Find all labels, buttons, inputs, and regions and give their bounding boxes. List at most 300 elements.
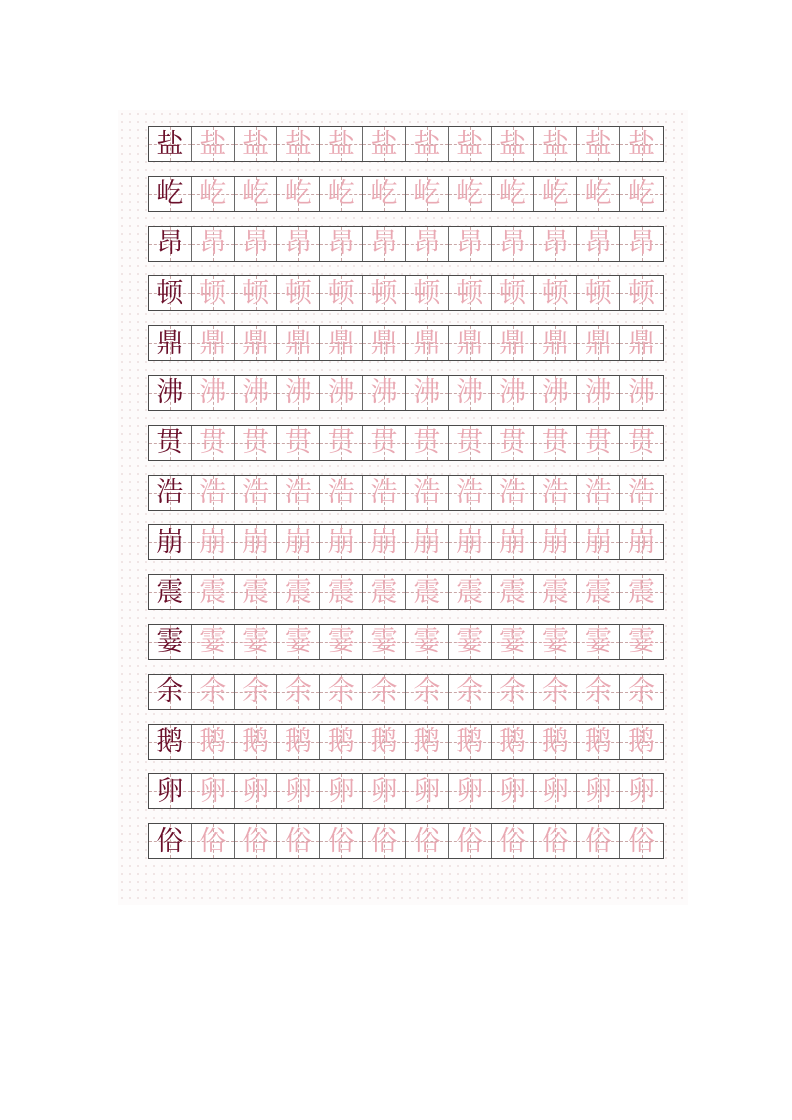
model-character: 霎: [156, 626, 184, 658]
tracing-character: 贯: [199, 427, 227, 459]
tracing-character: 沸: [370, 377, 398, 409]
tracing-character: 余: [284, 676, 312, 708]
tracing-character-cell[interactable]: [277, 227, 320, 261]
tracing-character-cell[interactable]: [449, 227, 492, 261]
tracing-character: 俗: [456, 825, 484, 857]
tracing-character: 屹: [327, 178, 355, 210]
tracing-character-cell[interactable]: [277, 127, 320, 161]
tracing-character-cell[interactable]: [492, 326, 535, 360]
tracing-character: 鼎: [242, 327, 270, 359]
tracing-character: 崩: [628, 526, 656, 558]
tracing-character-cell[interactable]: [277, 824, 320, 858]
tracing-character: 浩: [541, 477, 569, 509]
tracing-character: 浩: [370, 477, 398, 509]
tracing-character-cell[interactable]: [620, 376, 663, 410]
tracing-character-cell[interactable]: [449, 675, 492, 709]
tracing-character: 鼎: [499, 327, 527, 359]
tracing-character-cell[interactable]: [620, 227, 663, 261]
model-character: 鼎: [156, 327, 184, 359]
tracing-character: 屹: [541, 178, 569, 210]
tracing-character-cell[interactable]: [192, 525, 235, 559]
tracing-character-cell[interactable]: [320, 725, 363, 759]
practice-row: [148, 325, 664, 361]
tracing-character-cell[interactable]: [235, 525, 278, 559]
tracing-character-cell[interactable]: [492, 824, 535, 858]
tracing-character-cell[interactable]: [492, 725, 535, 759]
tracing-character: 浩: [284, 477, 312, 509]
tracing-character-cell[interactable]: [235, 276, 278, 310]
tracing-character-cell[interactable]: [534, 276, 577, 310]
tracing-character-cell[interactable]: [235, 426, 278, 460]
tracing-character-cell[interactable]: [320, 824, 363, 858]
tracing-character-cell[interactable]: [277, 177, 320, 211]
tracing-character-cell[interactable]: [449, 525, 492, 559]
tracing-character-cell[interactable]: [620, 525, 663, 559]
model-character: 浩: [156, 477, 184, 509]
tracing-character: 鹅: [370, 726, 398, 758]
tracing-character: 昂: [199, 228, 227, 260]
tracing-character-cell[interactable]: [577, 774, 620, 808]
tracing-character-cell[interactable]: [277, 675, 320, 709]
tracing-character: 沸: [541, 377, 569, 409]
tracing-character-cell[interactable]: [577, 276, 620, 310]
practice-row: [148, 425, 664, 461]
tracing-character-cell[interactable]: [363, 127, 406, 161]
tracing-character-cell[interactable]: [235, 326, 278, 360]
tracing-character-cell[interactable]: [406, 575, 449, 609]
tracing-character: 鹅: [284, 726, 312, 758]
tracing-character-cell[interactable]: [320, 625, 363, 659]
tracing-character-cell[interactable]: [577, 376, 620, 410]
tracing-character-cell[interactable]: [620, 824, 663, 858]
model-character: 俗: [156, 825, 184, 857]
tracing-character-cell[interactable]: [534, 774, 577, 808]
tracing-character-cell[interactable]: [277, 774, 320, 808]
tracing-character: 浩: [499, 477, 527, 509]
practice-row: [148, 275, 664, 311]
tracing-character-cell[interactable]: [492, 227, 535, 261]
tracing-character-cell[interactable]: [620, 774, 663, 808]
tracing-character-cell[interactable]: [363, 426, 406, 460]
tracing-character: 贯: [541, 427, 569, 459]
tracing-character-cell[interactable]: [320, 326, 363, 360]
tracing-character-cell[interactable]: [192, 276, 235, 310]
tracing-character: 盐: [327, 128, 355, 160]
tracing-character-cell[interactable]: [363, 625, 406, 659]
tracing-character: 霎: [284, 626, 312, 658]
tracing-character: 余: [199, 676, 227, 708]
tracing-character-cell[interactable]: [449, 774, 492, 808]
tracing-character-cell[interactable]: [277, 276, 320, 310]
tracing-character-cell[interactable]: [492, 525, 535, 559]
tracing-character-cell[interactable]: [534, 476, 577, 510]
tracing-character: 霎: [327, 626, 355, 658]
tracing-character-cell[interactable]: [320, 675, 363, 709]
tracing-character: 鼎: [541, 327, 569, 359]
tracing-character-cell[interactable]: [320, 774, 363, 808]
tracing-character: 屹: [199, 178, 227, 210]
tracing-character: 屹: [456, 178, 484, 210]
tracing-character: 昂: [499, 228, 527, 260]
tracing-character-cell[interactable]: [192, 227, 235, 261]
tracing-character-cell[interactable]: [534, 824, 577, 858]
tracing-character: 霎: [499, 626, 527, 658]
tracing-character: 霎: [199, 626, 227, 658]
tracing-character: 贯: [628, 427, 656, 459]
tracing-character-cell[interactable]: [449, 426, 492, 460]
model-character: 盐: [156, 128, 184, 160]
tracing-character-cell[interactable]: [235, 376, 278, 410]
tracing-character-cell[interactable]: [406, 725, 449, 759]
tracing-character-cell[interactable]: [449, 276, 492, 310]
tracing-character-cell[interactable]: [620, 326, 663, 360]
tracing-character-cell[interactable]: [363, 376, 406, 410]
tracing-character-cell[interactable]: [363, 824, 406, 858]
practice-row: [148, 574, 664, 610]
tracing-character: 鼎: [327, 327, 355, 359]
tracing-character-cell[interactable]: [492, 675, 535, 709]
tracing-character-cell[interactable]: [449, 476, 492, 510]
tracing-character-cell[interactable]: [406, 774, 449, 808]
tracing-character-cell[interactable]: [492, 774, 535, 808]
tracing-character: 昂: [584, 228, 612, 260]
tracing-character-cell[interactable]: [235, 177, 278, 211]
tracing-character-cell[interactable]: [406, 127, 449, 161]
tracing-character-cell[interactable]: [492, 476, 535, 510]
tracing-character: 浩: [242, 477, 270, 509]
tracing-character: 俗: [284, 825, 312, 857]
tracing-character: 俗: [628, 825, 656, 857]
tracing-character: 顿: [541, 277, 569, 309]
tracing-character-cell[interactable]: [492, 276, 535, 310]
tracing-character-cell[interactable]: [406, 625, 449, 659]
tracing-character-cell[interactable]: [320, 227, 363, 261]
tracing-character-cell[interactable]: [577, 625, 620, 659]
tracing-character: 顿: [327, 277, 355, 309]
tracing-character-cell[interactable]: [620, 625, 663, 659]
tracing-character: 卵: [199, 775, 227, 807]
tracing-character-cell[interactable]: [277, 476, 320, 510]
tracing-character-cell[interactable]: [320, 426, 363, 460]
tracing-character-cell[interactable]: [449, 127, 492, 161]
tracing-character: 崩: [456, 526, 484, 558]
tracing-character: 余: [628, 676, 656, 708]
tracing-character-cell[interactable]: [363, 525, 406, 559]
tracing-character-cell[interactable]: [577, 675, 620, 709]
tracing-character: 鹅: [499, 726, 527, 758]
tracing-character: 屹: [413, 178, 441, 210]
tracing-character-cell[interactable]: [577, 476, 620, 510]
tracing-character-cell[interactable]: [235, 824, 278, 858]
tracing-character-cell[interactable]: [534, 376, 577, 410]
tracing-character: 崩: [242, 526, 270, 558]
model-character: 震: [156, 576, 184, 608]
tracing-character: 沸: [327, 377, 355, 409]
tracing-character-cell[interactable]: [534, 675, 577, 709]
tracing-character-cell[interactable]: [577, 127, 620, 161]
practice-row: [148, 773, 664, 809]
tracing-character: 俗: [499, 825, 527, 857]
tracing-character-cell[interactable]: [192, 725, 235, 759]
tracing-character: 昂: [370, 228, 398, 260]
tracing-character: 顿: [628, 277, 656, 309]
tracing-character-cell[interactable]: [320, 127, 363, 161]
tracing-character-cell[interactable]: [620, 725, 663, 759]
tracing-character: 霎: [456, 626, 484, 658]
tracing-character: 沸: [499, 377, 527, 409]
tracing-character-cell[interactable]: [192, 625, 235, 659]
tracing-character: 霎: [628, 626, 656, 658]
tracing-character: 震: [370, 576, 398, 608]
tracing-character-cell[interactable]: [320, 525, 363, 559]
model-character-cell: [149, 177, 192, 211]
tracing-character-cell[interactable]: [449, 177, 492, 211]
tracing-character-cell[interactable]: [449, 824, 492, 858]
tracing-character: 盐: [284, 128, 312, 160]
tracing-character-cell[interactable]: [577, 326, 620, 360]
tracing-character: 霎: [242, 626, 270, 658]
tracing-character-cell[interactable]: [192, 376, 235, 410]
tracing-character: 崩: [284, 526, 312, 558]
tracing-character: 卵: [284, 775, 312, 807]
tracing-character-cell[interactable]: [192, 177, 235, 211]
tracing-character: 鹅: [327, 726, 355, 758]
tracing-character: 屹: [284, 178, 312, 210]
tracing-character: 震: [541, 576, 569, 608]
tracing-character: 鹅: [541, 726, 569, 758]
tracing-character: 卵: [413, 775, 441, 807]
tracing-character-cell[interactable]: [406, 476, 449, 510]
tracing-character-cell[interactable]: [277, 525, 320, 559]
tracing-character-cell[interactable]: [534, 625, 577, 659]
tracing-character: 屹: [370, 178, 398, 210]
tracing-character-cell[interactable]: [406, 276, 449, 310]
tracing-character-cell[interactable]: [235, 675, 278, 709]
tracing-character: 顿: [456, 277, 484, 309]
tracing-character-cell[interactable]: [492, 177, 535, 211]
tracing-character-cell[interactable]: [192, 426, 235, 460]
tracing-character-cell[interactable]: [577, 725, 620, 759]
tracing-character-cell[interactable]: [363, 675, 406, 709]
tracing-character-cell[interactable]: [534, 525, 577, 559]
tracing-character-cell[interactable]: [406, 426, 449, 460]
tracing-character-cell[interactable]: [577, 227, 620, 261]
tracing-character-cell[interactable]: [192, 476, 235, 510]
tracing-character-cell[interactable]: [620, 476, 663, 510]
model-character-cell: [149, 675, 192, 709]
tracing-character-cell[interactable]: [277, 426, 320, 460]
tracing-character-cell[interactable]: [192, 675, 235, 709]
tracing-character-cell[interactable]: [406, 227, 449, 261]
tracing-character-cell[interactable]: [320, 476, 363, 510]
tracing-character-cell[interactable]: [406, 525, 449, 559]
tracing-character-cell[interactable]: [577, 575, 620, 609]
tracing-character: 鹅: [413, 726, 441, 758]
tracing-character-cell[interactable]: [534, 127, 577, 161]
tracing-character-cell[interactable]: [363, 227, 406, 261]
tracing-character-cell[interactable]: [406, 824, 449, 858]
tracing-character: 盐: [413, 128, 441, 160]
tracing-character-cell[interactable]: [235, 774, 278, 808]
tracing-character: 崩: [199, 526, 227, 558]
tracing-character-cell[interactable]: [449, 376, 492, 410]
model-character: 卵: [156, 775, 184, 807]
tracing-character: 震: [456, 576, 484, 608]
tracing-character-cell[interactable]: [277, 326, 320, 360]
tracing-character-cell[interactable]: [534, 177, 577, 211]
practice-row: [148, 475, 664, 511]
tracing-character-cell[interactable]: [235, 476, 278, 510]
tracing-character-cell[interactable]: [363, 774, 406, 808]
tracing-character: 鹅: [584, 726, 612, 758]
tracing-character: 霎: [584, 626, 612, 658]
tracing-character-cell[interactable]: [449, 575, 492, 609]
tracing-character: 盐: [541, 128, 569, 160]
tracing-character: 鼎: [413, 327, 441, 359]
tracing-character-cell[interactable]: [363, 476, 406, 510]
model-character-cell: [149, 725, 192, 759]
tracing-character-cell[interactable]: [235, 127, 278, 161]
tracing-character-cell[interactable]: [620, 675, 663, 709]
tracing-character: 顿: [242, 277, 270, 309]
tracing-character-cell[interactable]: [320, 276, 363, 310]
tracing-character-cell[interactable]: [277, 625, 320, 659]
tracing-character: 崩: [370, 526, 398, 558]
model-character-cell: [149, 276, 192, 310]
model-character: 崩: [156, 526, 184, 558]
tracing-character-cell[interactable]: [406, 376, 449, 410]
practice-row: [148, 823, 664, 859]
tracing-character: 崩: [541, 526, 569, 558]
model-character: 屹: [156, 178, 184, 210]
tracing-character-cell[interactable]: [192, 824, 235, 858]
tracing-character: 震: [628, 576, 656, 608]
tracing-character: 盐: [456, 128, 484, 160]
model-character-cell: [149, 774, 192, 808]
tracing-character-cell[interactable]: [320, 376, 363, 410]
tracing-character-cell[interactable]: [449, 725, 492, 759]
tracing-character: 崩: [584, 526, 612, 558]
tracing-character: 沸: [628, 377, 656, 409]
model-character: 顿: [156, 277, 184, 309]
practice-row: [148, 176, 664, 212]
tracing-character-cell[interactable]: [192, 326, 235, 360]
tracing-character: 浩: [327, 477, 355, 509]
tracing-character-cell[interactable]: [534, 575, 577, 609]
tracing-character: 震: [499, 576, 527, 608]
tracing-character-cell[interactable]: [277, 575, 320, 609]
tracing-character: 余: [370, 676, 398, 708]
tracing-character: 霎: [541, 626, 569, 658]
tracing-character: 盐: [584, 128, 612, 160]
tracing-character-cell[interactable]: [363, 725, 406, 759]
tracing-character-cell[interactable]: [406, 177, 449, 211]
tracing-character-cell[interactable]: [449, 326, 492, 360]
tracing-character-cell[interactable]: [235, 227, 278, 261]
tracing-character: 顿: [199, 277, 227, 309]
tracing-character: 昂: [628, 228, 656, 260]
tracing-character-cell[interactable]: [577, 426, 620, 460]
tracing-character-cell[interactable]: [577, 525, 620, 559]
tracing-character: 昂: [327, 228, 355, 260]
tracing-character: 卵: [584, 775, 612, 807]
tracing-character-cell[interactable]: [534, 326, 577, 360]
tracing-character: 俗: [327, 825, 355, 857]
tracing-character-cell[interactable]: [620, 177, 663, 211]
tracing-character-cell[interactable]: [235, 625, 278, 659]
tracing-character-cell[interactable]: [577, 177, 620, 211]
tracing-character: 震: [327, 576, 355, 608]
tracing-character-cell[interactable]: [192, 774, 235, 808]
tracing-character: 卵: [327, 775, 355, 807]
tracing-character: 盐: [499, 128, 527, 160]
tracing-character-cell[interactable]: [277, 725, 320, 759]
tracing-character: 屹: [499, 178, 527, 210]
tracing-character: 鹅: [199, 726, 227, 758]
tracing-character: 鹅: [628, 726, 656, 758]
tracing-character-cell[interactable]: [534, 725, 577, 759]
tracing-character-cell[interactable]: [492, 575, 535, 609]
tracing-character-cell[interactable]: [320, 575, 363, 609]
tracing-character-cell[interactable]: [449, 625, 492, 659]
tracing-character-cell[interactable]: [235, 725, 278, 759]
tracing-character: 屹: [242, 178, 270, 210]
model-character: 余: [156, 676, 184, 708]
tracing-character: 卵: [541, 775, 569, 807]
model-character: 鹅: [156, 726, 184, 758]
tracing-character: 鹅: [242, 726, 270, 758]
tracing-character: 鼎: [199, 327, 227, 359]
tracing-character-cell[interactable]: [492, 625, 535, 659]
tracing-character-cell[interactable]: [363, 276, 406, 310]
tracing-character-cell[interactable]: [620, 426, 663, 460]
tracing-character-cell[interactable]: [577, 824, 620, 858]
tracing-character-cell[interactable]: [320, 177, 363, 211]
tracing-character-cell[interactable]: [620, 276, 663, 310]
tracing-character: 顿: [499, 277, 527, 309]
tracing-character-cell[interactable]: [277, 376, 320, 410]
tracing-character-cell[interactable]: [406, 675, 449, 709]
tracing-character-cell[interactable]: [192, 575, 235, 609]
tracing-character-cell[interactable]: [363, 326, 406, 360]
practice-row: [148, 375, 664, 411]
tracing-character: 震: [413, 576, 441, 608]
tracing-character: 卵: [456, 775, 484, 807]
tracing-character-cell[interactable]: [363, 177, 406, 211]
practice-row: [148, 126, 664, 162]
practice-row: [148, 226, 664, 262]
model-character-cell: [149, 625, 192, 659]
tracing-character-cell[interactable]: [620, 575, 663, 609]
tracing-character: 震: [284, 576, 312, 608]
model-character-cell: [149, 326, 192, 360]
tracing-character: 震: [242, 576, 270, 608]
model-character-cell: [149, 476, 192, 510]
tracing-character-cell[interactable]: [492, 127, 535, 161]
tracing-character: 浩: [199, 477, 227, 509]
tracing-character: 沸: [584, 377, 612, 409]
tracing-character-cell[interactable]: [620, 127, 663, 161]
tracing-character: 俗: [541, 825, 569, 857]
tracing-character-cell[interactable]: [363, 575, 406, 609]
tracing-character-cell[interactable]: [534, 227, 577, 261]
tracing-character-cell[interactable]: [492, 376, 535, 410]
tracing-character-cell[interactable]: [492, 426, 535, 460]
tracing-character-cell[interactable]: [406, 326, 449, 360]
tracing-character-cell[interactable]: [192, 127, 235, 161]
tracing-character-cell[interactable]: [534, 426, 577, 460]
tracing-character-cell[interactable]: [235, 575, 278, 609]
